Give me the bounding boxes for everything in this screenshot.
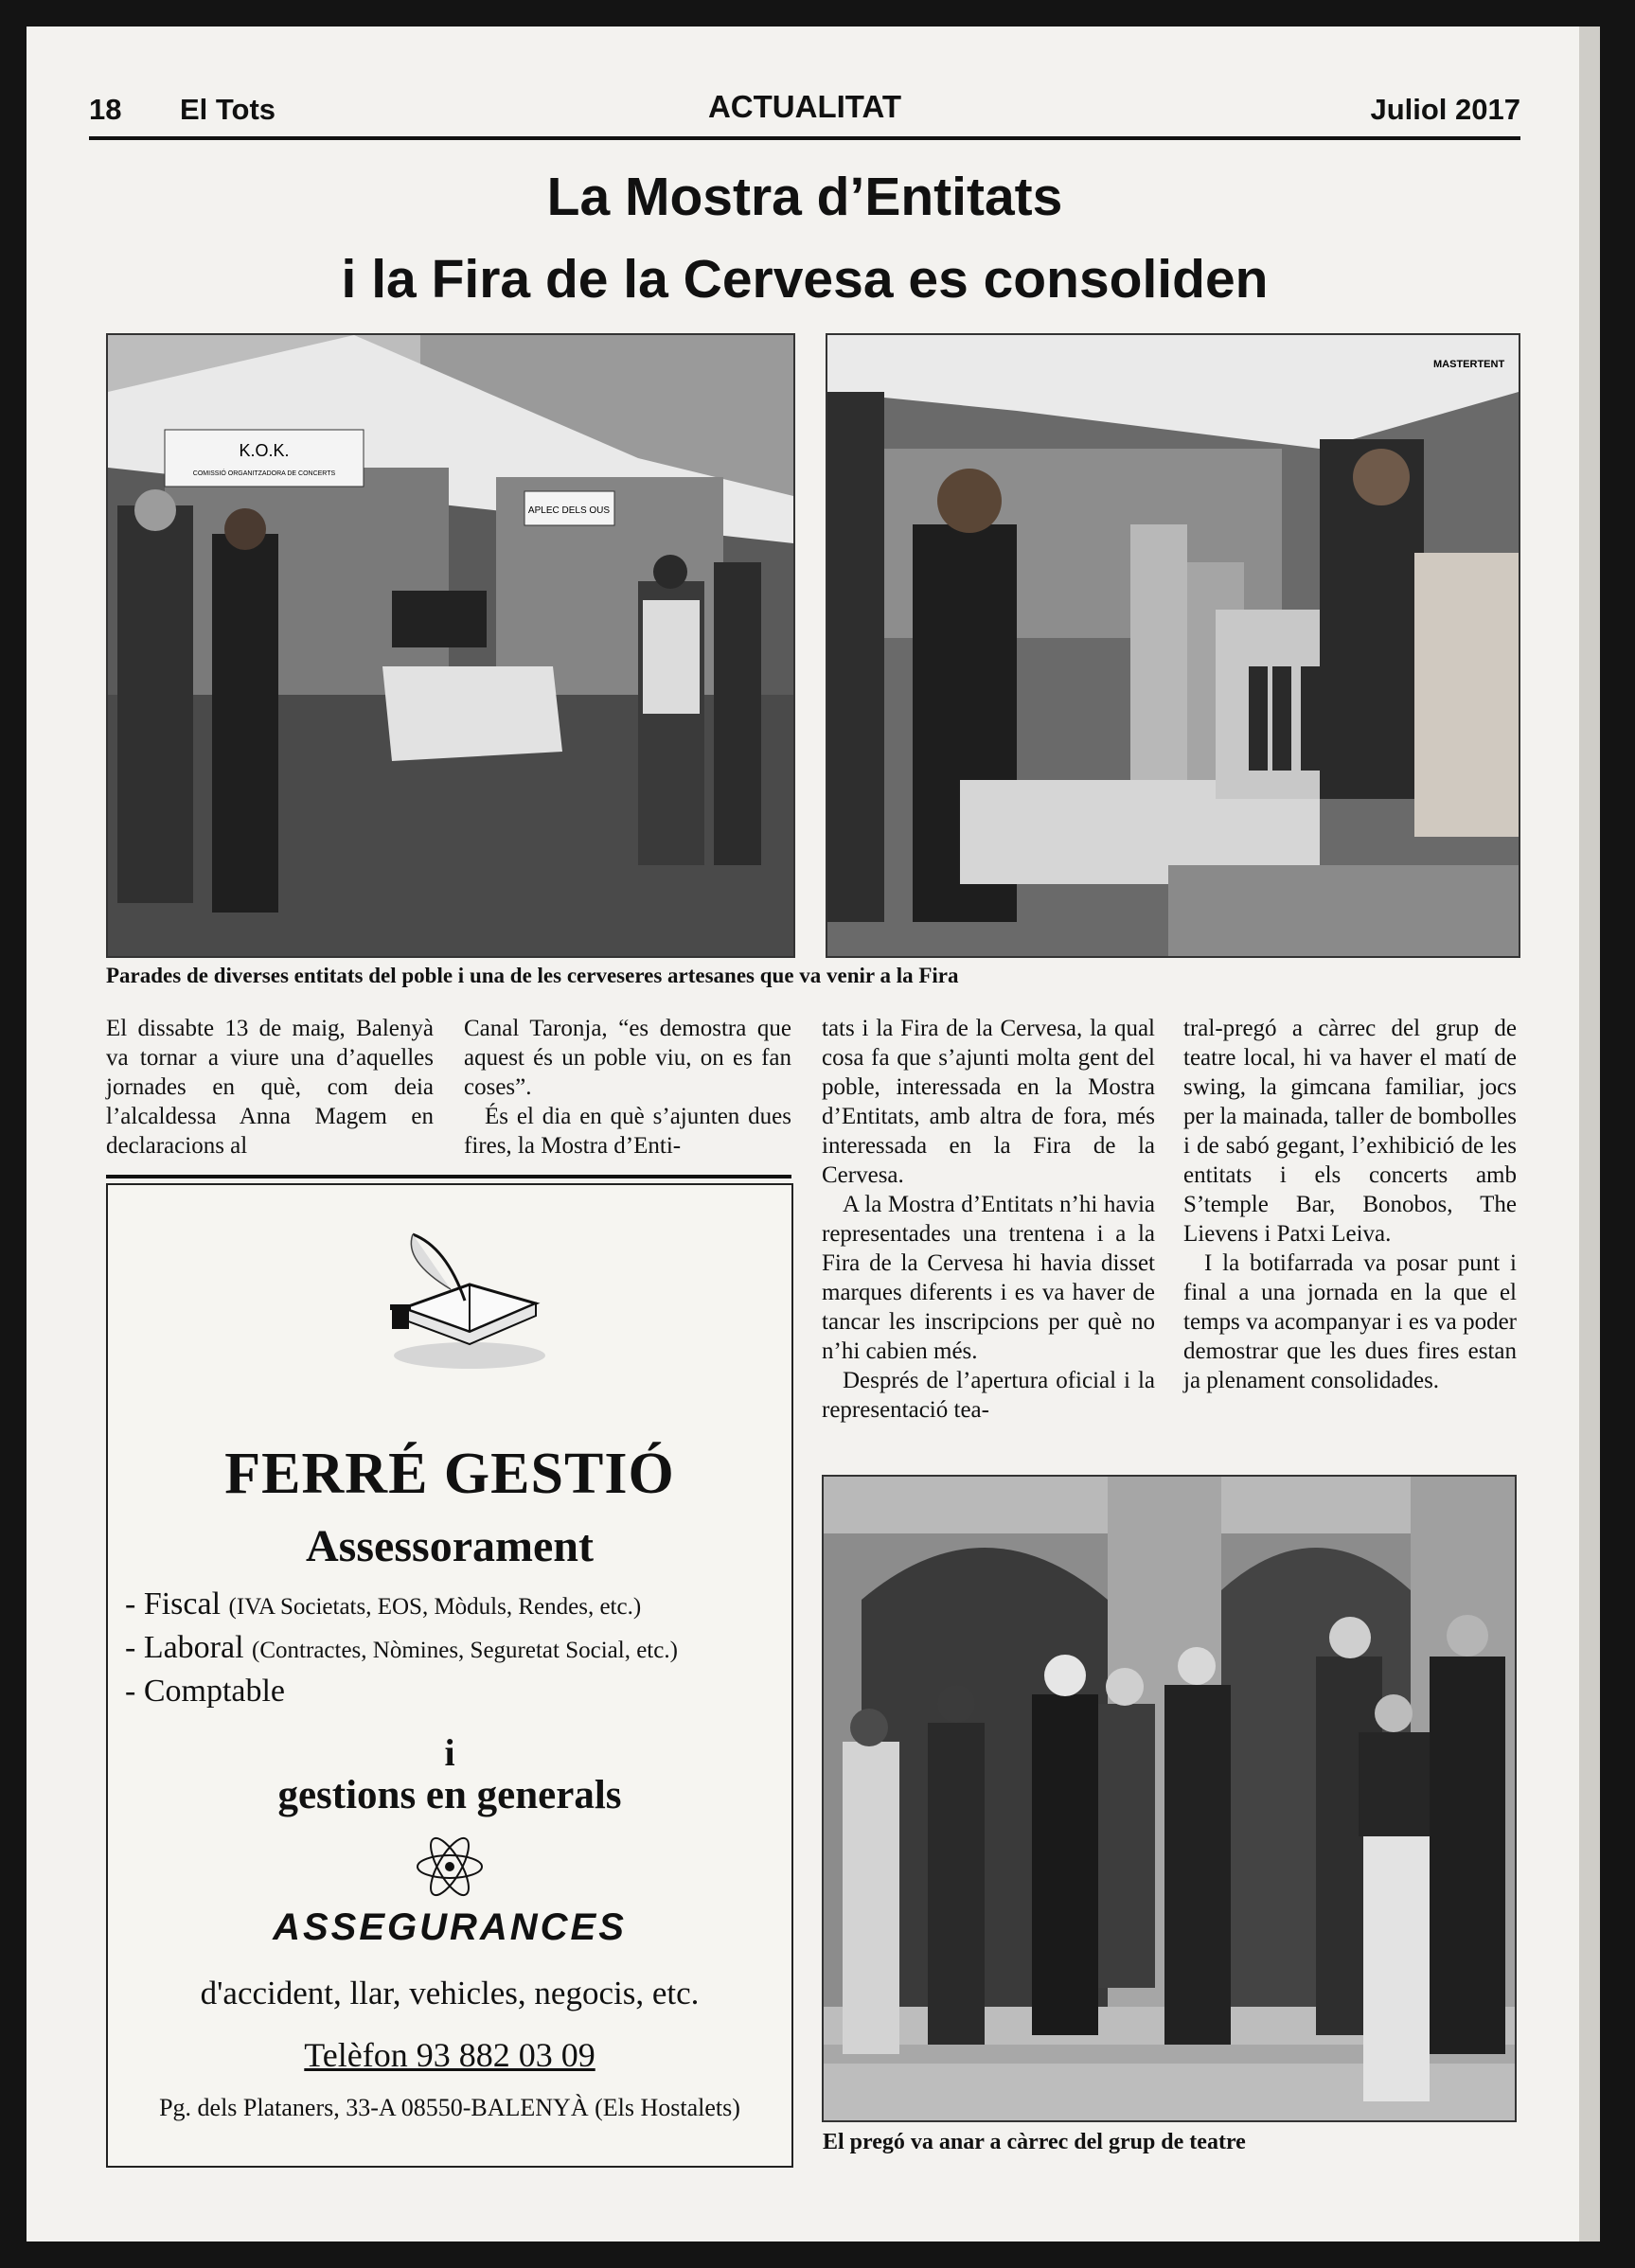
ad-brand-name: FERRÉ GESTIÓ — [224, 1442, 675, 1506]
ad-item-comptable-title: - Comptable — [125, 1674, 286, 1709]
column-2-paragraph-1: Canal Taronja, “es demostra que aquest és un poble viu, on es fan coses”. — [464, 1016, 791, 1100]
column-3-paragraph-1: tats i la Fira de la Cervesa, la qual cosa fa que s’ajunti molta gent del poble, interessada en la Mostra d’Entitats, amb altra de fora, més interessada en la Fira de la Cervesa. — [822, 1016, 1155, 1188]
ad-item-laboral — [125, 1630, 678, 1666]
article-column-3 — [822, 1014, 1155, 1425]
ad-subtitle: Assessorament — [306, 1521, 594, 1571]
ad-item-fiscal-detail: (IVA Societats, EOS, Mòduls, Rendes, etc.) — [228, 1594, 642, 1620]
column-2-paragraph-2: És el dia en què s’ajunten dues fires, la Mostra d’Enti- — [464, 1104, 791, 1159]
column-3-paragraph-2: A la Mostra d’Entitats n’hi havia representades una trentena i a la Fira de la Cervesa hi havia disset marques diferents i es va haver de tancar les inscripcions per què no n’hi cabien més. — [822, 1192, 1155, 1364]
next-page-edge — [1579, 27, 1600, 2241]
advertisement-box — [106, 1183, 793, 2168]
photo-theatre-group — [822, 1475, 1517, 2122]
ad-address: Pg. dels Plataners, 33-A 08550-BALENYÀ (Els Hostalets) — [159, 2094, 740, 2121]
atom-icon — [412, 1829, 488, 1905]
ad-insurance-heading: ASSEGURANCES — [273, 1906, 627, 1948]
photo-caption-top: Parades de diverses entitats del poble i una de les cerveseres artesanes que va venir a la Fira — [106, 964, 959, 987]
column-4-paragraph-2: I la botifarrada va posar punt i final a una jornada en la que el temps va acompanyar i es va poder demostrar que les dues fires estan ja plenament consolidades. — [1183, 1250, 1517, 1393]
page-header — [89, 61, 1520, 140]
ad-item-fiscal-title: - Fiscal — [125, 1586, 222, 1621]
page-number: 18 — [89, 93, 122, 126]
photo-entity-stalls — [106, 333, 795, 958]
headline-line-1: La Mostra d’Entitats — [546, 167, 1063, 227]
ad-item-fiscal — [125, 1586, 641, 1622]
article-column-2 — [464, 1014, 791, 1161]
headline-line-2: i la Fira de la Cervesa es consoliden — [341, 249, 1269, 310]
column-1-paragraph: El dissabte 13 de maig, Balenyà va tornar a viure una d’aquelles jornades en què, com deia l’alcaldessa Anna Magem en declaracions al — [106, 1016, 434, 1159]
stall-sign-aplec: APLEC DELS OUS — [527, 505, 611, 516]
photo-caption-bottom: El pregó va anar a càrrec del grup de teatre — [823, 2130, 1246, 2154]
book-quill-icon — [375, 1214, 564, 1374]
tent-brand: MASTERTENT — [1433, 359, 1505, 370]
ad-item-laboral-detail: (Contractes, Nòmines, Seguretat Social, etc.) — [252, 1638, 678, 1663]
column-3-paragraph-3: Després de l’apertura oficial i la representació tea- — [822, 1368, 1155, 1423]
article-headline — [89, 156, 1520, 321]
stall-sign-kok-sub: COMISSIÓ ORGANITZADORA DE CONCERTS — [192, 470, 336, 477]
column-4-paragraph-1: tral-pregó a càrrec del grup de teatre local, hi va haver el matí de swing, la gimcana familiar, jocs per la mainada, taller de bombolles i de sabó gegant, l’exhibició de les entitats i els concerts amb S’temple Bar, Bonobos, The Lievens i Patxi Leiva. — [1183, 1016, 1517, 1247]
publication-name: El Tots — [180, 93, 276, 126]
ad-item-comptable — [125, 1674, 285, 1710]
ad-top-rule — [106, 1175, 791, 1178]
ad-insurance-types: d'accident, llar, vehicles, negocis, etc. — [200, 1975, 700, 2011]
stall-sign-kok: K.O.K. — [239, 441, 290, 460]
ad-conjunction: i — [444, 1731, 455, 1774]
ad-general-services: gestions en generals — [277, 1773, 622, 1817]
ad-phone: Telèfon 93 882 03 09 — [304, 2036, 595, 2074]
ad-item-laboral-title: - Laboral — [125, 1630, 244, 1665]
photo-beer-stall — [826, 333, 1520, 958]
article-column-4 — [1183, 1014, 1517, 1395]
issue-date: Juliol 2017 — [1370, 93, 1520, 126]
article-column-1 — [106, 1014, 434, 1161]
section-title: ACTUALITAT — [707, 89, 902, 124]
